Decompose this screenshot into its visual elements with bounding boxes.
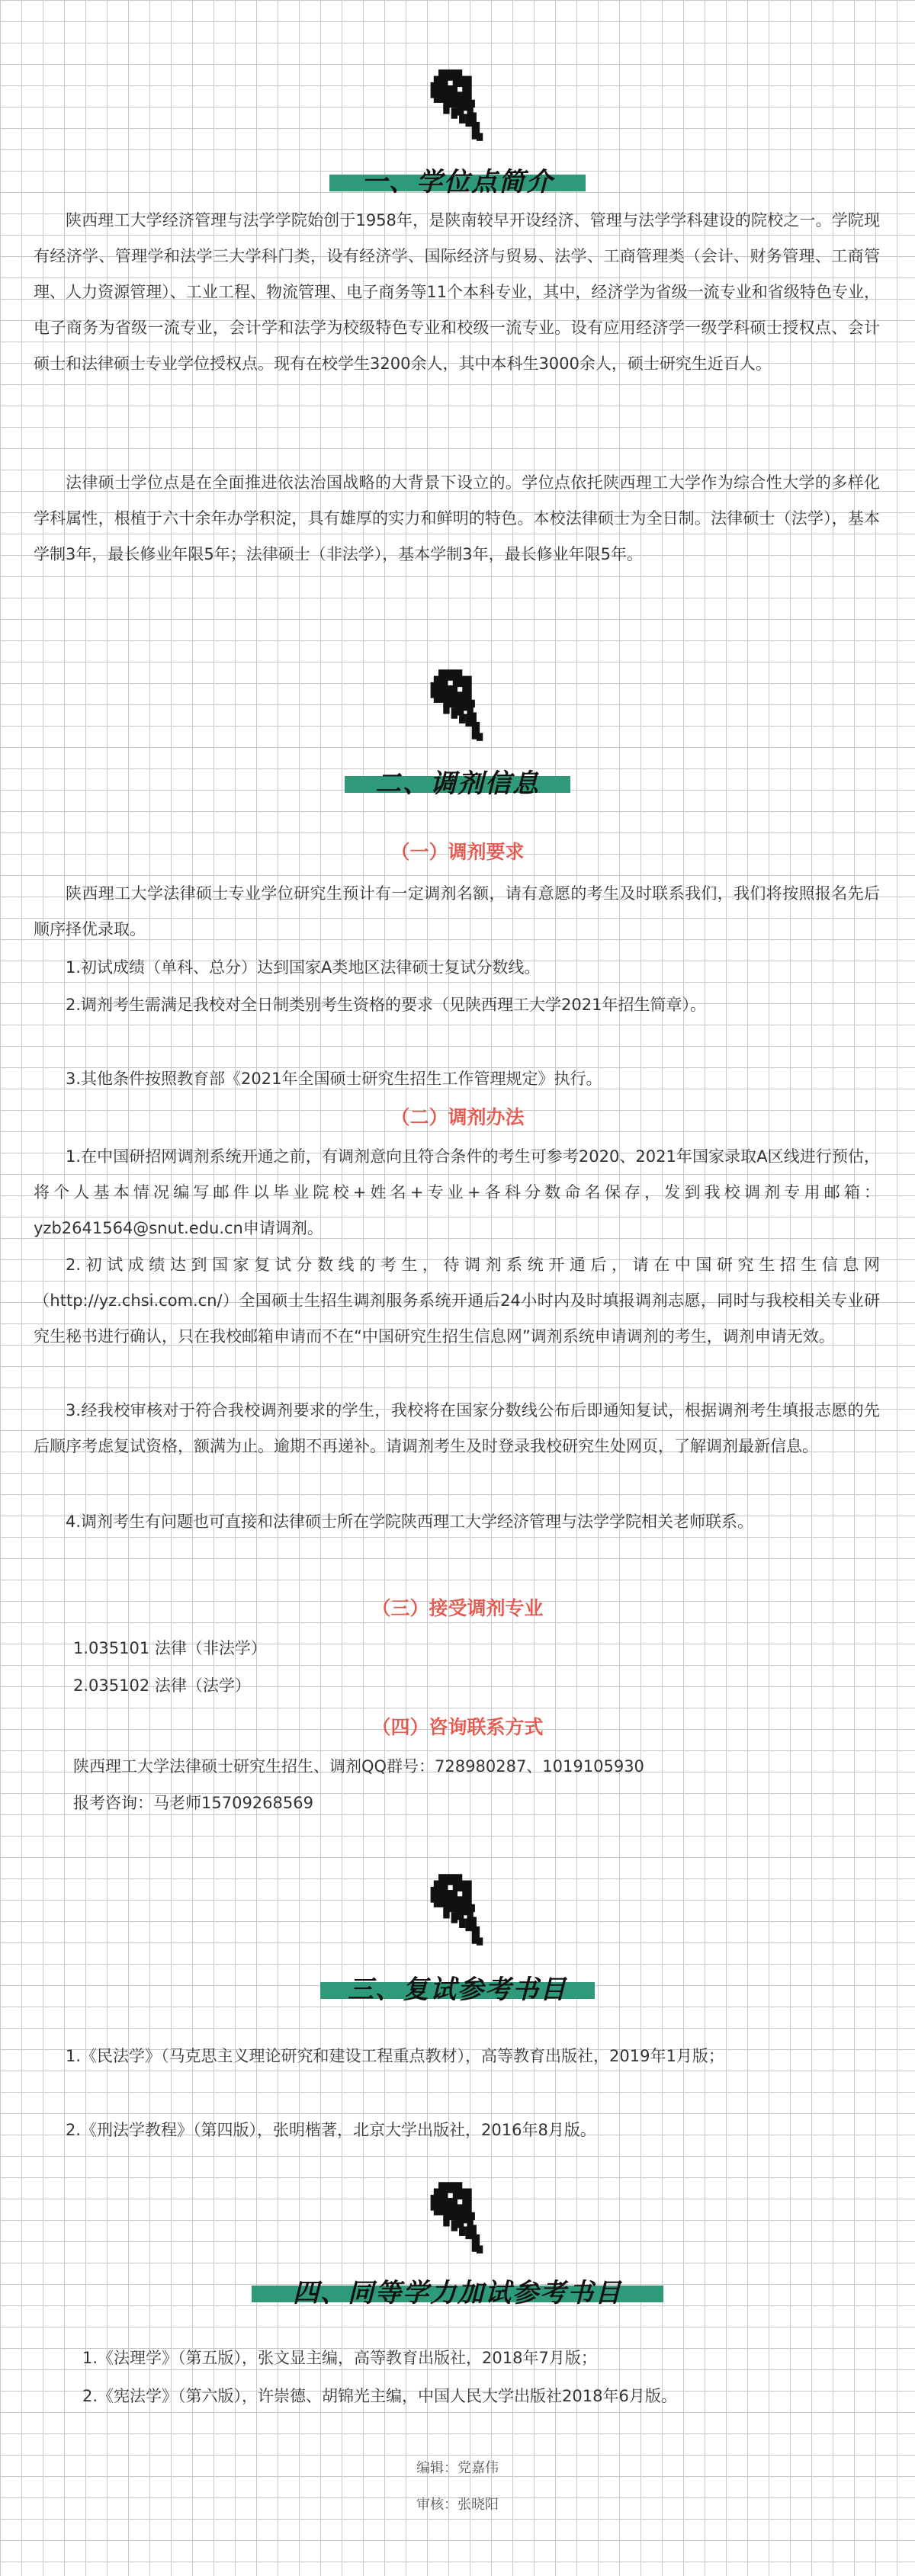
section-title-wrap: [0, 159, 915, 205]
list-item: 报考咨询：马老师15709268569: [73, 1794, 313, 1812]
list-item: 1.《法理学》（第五版），张文显主编，高等教育出版社，2018年7月版；: [82, 2349, 597, 2367]
paragraph: 3.经我校审核对于符合我校调剂要求的学生，我校将在国家分数线公布后即通知复试，根据调剂考生填报志愿的先后顺序考虑复试资格，额满为止。逾期不再递补。请调剂考生及时登录我校研究生处网页，了解调剂最新信息。: [34, 1401, 880, 1455]
paragraph: 2.初试成绩达到国家复试分数线的考生，待调剂系统开通后，请在中国研究生招生信息网（http://yz.chsi.com.cn/）全国硕士生招生调剂服务系统开通后24小时内及时填报调剂志愿，同时与我校相关专业研究生秘书进行确认，只在我校邮箱申请而不在“中国研究生招生信息网”调剂系统申请调剂的考生，调剂申请无效。: [34, 1256, 880, 1346]
section-title: 二、调剂信息: [375, 768, 540, 799]
section-title-wrap: [0, 2270, 915, 2316]
paragraph: 1.在中国研招网调剂系统开通之前，有调剂意向且符合条件的考生可参考2020、2021年国家录取A区线进行预估，将个人基本情况编写邮件以毕业院校+姓名+专业+各科分数命名保存，发到我校调剂专用邮箱：yzb2641564@snut.edu.cn申请调剂。: [34, 1147, 880, 1237]
section-title-wrap: [0, 761, 915, 807]
paragraph: 3.其他条件按照教育部《2021年全国硕士研究生招生工作管理规定》执行。: [66, 1070, 602, 1088]
paragraph: 法律硕士学位点是在全面推进依法治国战略的大背景下设立的。学位点依托陕西理工大学作为综合性大学的多样化学科属性，根植于六十余年办学积淀，具有雄厚的实力和鲜明的特色。本校法律硕士为全日制。法律硕士（法学），基本学制3年，最长修业年限5年；法律硕士（非法学），基本学制3年，最长修业年限5年。: [34, 473, 880, 563]
list-item: 陕西理工大学法律硕士研究生招生、调剂QQ群号：728980287、1019105930: [73, 1757, 644, 1776]
paragraph: 陕西理工大学法律硕士专业学位研究生预计有一定调剂名额，请有意愿的考生及时联系我们，我们将按照报名先后顺序择优录取。: [34, 884, 880, 938]
paragraph: 2.《刑法学教程》（第四版），张明楷著，北京大学出版社，2016年8月版。: [66, 2121, 596, 2139]
paragraph: 2.调剂考生需满足我校对全日制类别考生资格的要求（见陕西理工大学2021年招生简章）。: [66, 996, 706, 1014]
section-title-wrap: [0, 1967, 915, 2013]
list-item: 1.035101 法律（非法学）: [73, 1639, 267, 1657]
subheading: （三）接受调剂专业: [371, 1597, 544, 1619]
paragraph: 1.《民法学》（马克思主义理论研究和建设工程重点教材），高等教育出版社，2019年1月版；: [66, 2047, 724, 2065]
section-title: 一、学位点简介: [361, 167, 554, 197]
list-item: 2.《宪法学》（第六版），许崇德、胡锦光主编，中国人民大学出版社2018年6月版。: [82, 2387, 677, 2405]
paragraph: 1.初试成绩（单科、总分）达到国家A类地区法律硕士复试分数线。: [66, 958, 541, 977]
reviewer-credit: 审核：张晓阳: [416, 2497, 499, 2513]
section-title: 三、复试参考书目: [348, 1975, 567, 2005]
section-title: 四、同等学力加试参考书目: [293, 2278, 622, 2308]
subheading: （二）调剂办法: [390, 1106, 525, 1128]
paragraph: 陕西理工大学经济管理与法学学院始创于1958年，是陕南较早开设经济、管理与法学学科建设的院校之一。学院现有经济学、管理学和法学三大学科门类，设有经济学、国际经济与贸易、法学、工商管理类（会计、财务管理、工商管理、人力资源管理）、工业工程、物流管理、电子商务等11个本科专业，其中，经济学为省级一流专业和省级特色专业，电子商务为省级一流专业，会计学和法学为校级特色专业和校级一流专业。设有应用经济学一级学科硕士授权点、会计硕士和法律硕士专业学位授权点。现有在校学生3200余人，其中本科生3000余人，硕士研究生近百人。: [34, 211, 880, 373]
paragraph: 4.调剂考生有问题也可直接和法律硕士所在学院陕西理工大学经济管理与法学学院相关老师联系。: [66, 1513, 754, 1531]
list-item: 2.035102 法律（法学）: [73, 1676, 251, 1695]
pointing-hand-icon: [423, 1869, 492, 1949]
editor-credit: 编辑：党嘉伟: [416, 2460, 499, 2476]
subheading: （四）咨询联系方式: [371, 1716, 544, 1738]
pointing-hand-icon: [423, 665, 492, 744]
pointing-hand-icon: [423, 2177, 492, 2257]
pointing-hand-icon: [423, 65, 492, 144]
subheading: （一）调剂要求: [390, 841, 525, 863]
